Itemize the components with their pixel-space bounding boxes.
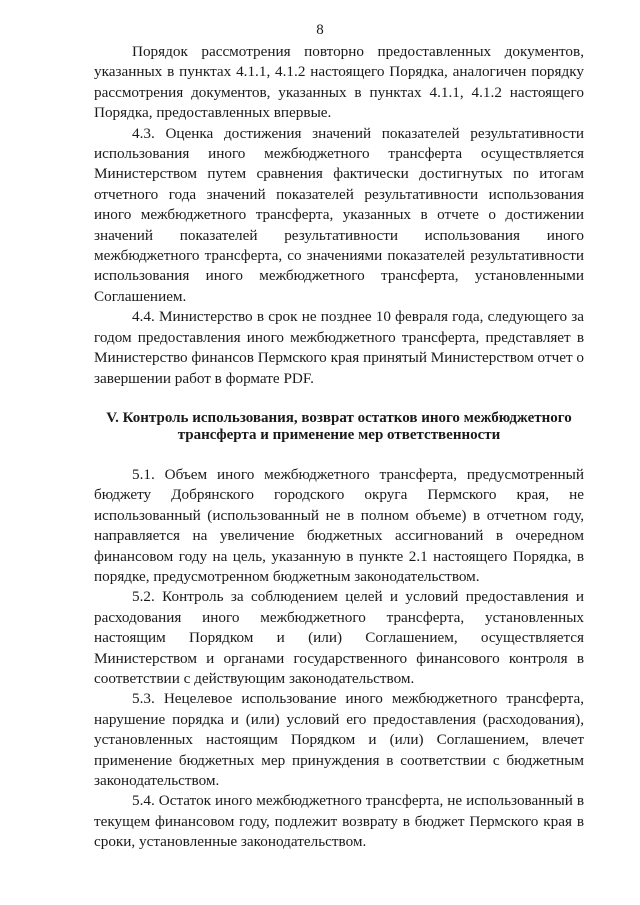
paragraph-5-2: 5.2. Контроль за соблюдением целей и условий предоставления и расходования иного межбюджетного трансферта, установленных настоящим Порядком и (или) Соглашением, осуществляется Министерством и органами государственного финансового контроля в соответствии с действующим законодательством. bbox=[94, 588, 584, 687]
paragraph-5-1: 5.1. Объем иного межбюджетного трансферта, предусмотренный бюджету Добрянского городского округа Пермского края, не использованный (использованный не в полном объеме) в отчетном году, направляется на увеличение бюджетных ассигнований в очередном финансовом году на цель, указанную в пункте 2.1 настоящего Порядка, в порядке, предусмотренном бюджетным законодательством. bbox=[94, 465, 584, 585]
page-number: 8 bbox=[316, 22, 324, 38]
paragraph-4-4: 4.4. Министерство в срок не позднее 10 февраля года, следующего за годом предоставления иного межбюджетного трансферта, представляет в Министерство финансов Пермского края принятый Министерством отчет о завершении работ в формате PDF. bbox=[94, 308, 584, 387]
paragraph-5-3: 5.3. Нецелевое использование иного межбюджетного трансферта, нарушение порядка и (или) условий его предоставления (расходования), установленных настоящим Порядком и (или) Соглашением, влечет применение бюджетных мер принуждения в соответствии с бюджетным законодательством. bbox=[94, 690, 584, 789]
paragraph-resubmission-procedure: Порядок рассмотрения повторно предоставленных документов, указанных в пунктах 4.1.1, 4.1.2 настоящего Порядка, аналогичен порядку рассмотрения документов, указанных в пунктах 4.1.1, 4.1.2 настоящего Порядка, предоставленных впервые. bbox=[94, 43, 584, 122]
paragraph-5-4: 5.4. Остаток иного межбюджетного трансферта, не использованный в текущем финансовом году, подлежит возврату в бюджет Пермского края в сроки, установленные законодательством. bbox=[94, 792, 584, 851]
section-heading-v: V. Контроль использования, возврат остатков иного межбюджетного трансферта и применение мер ответственности bbox=[106, 409, 572, 443]
paragraph-4-3: 4.3. Оценка достижения значений показателей результативности использования иного межбюджетного трансферта осуществляется Министерством путем сравнения фактически достигнутых по итогам отчетного года значений показателей результативности использования иного межбюджетного трансферта, указанных в отчете о достижении значений показателей результативности использования иного межбюджетного трансферта, со значениями показателей результативности использования иного межбюджетного трансферта, установленными Соглашением. bbox=[94, 124, 584, 305]
document-body bbox=[94, 42, 584, 853]
